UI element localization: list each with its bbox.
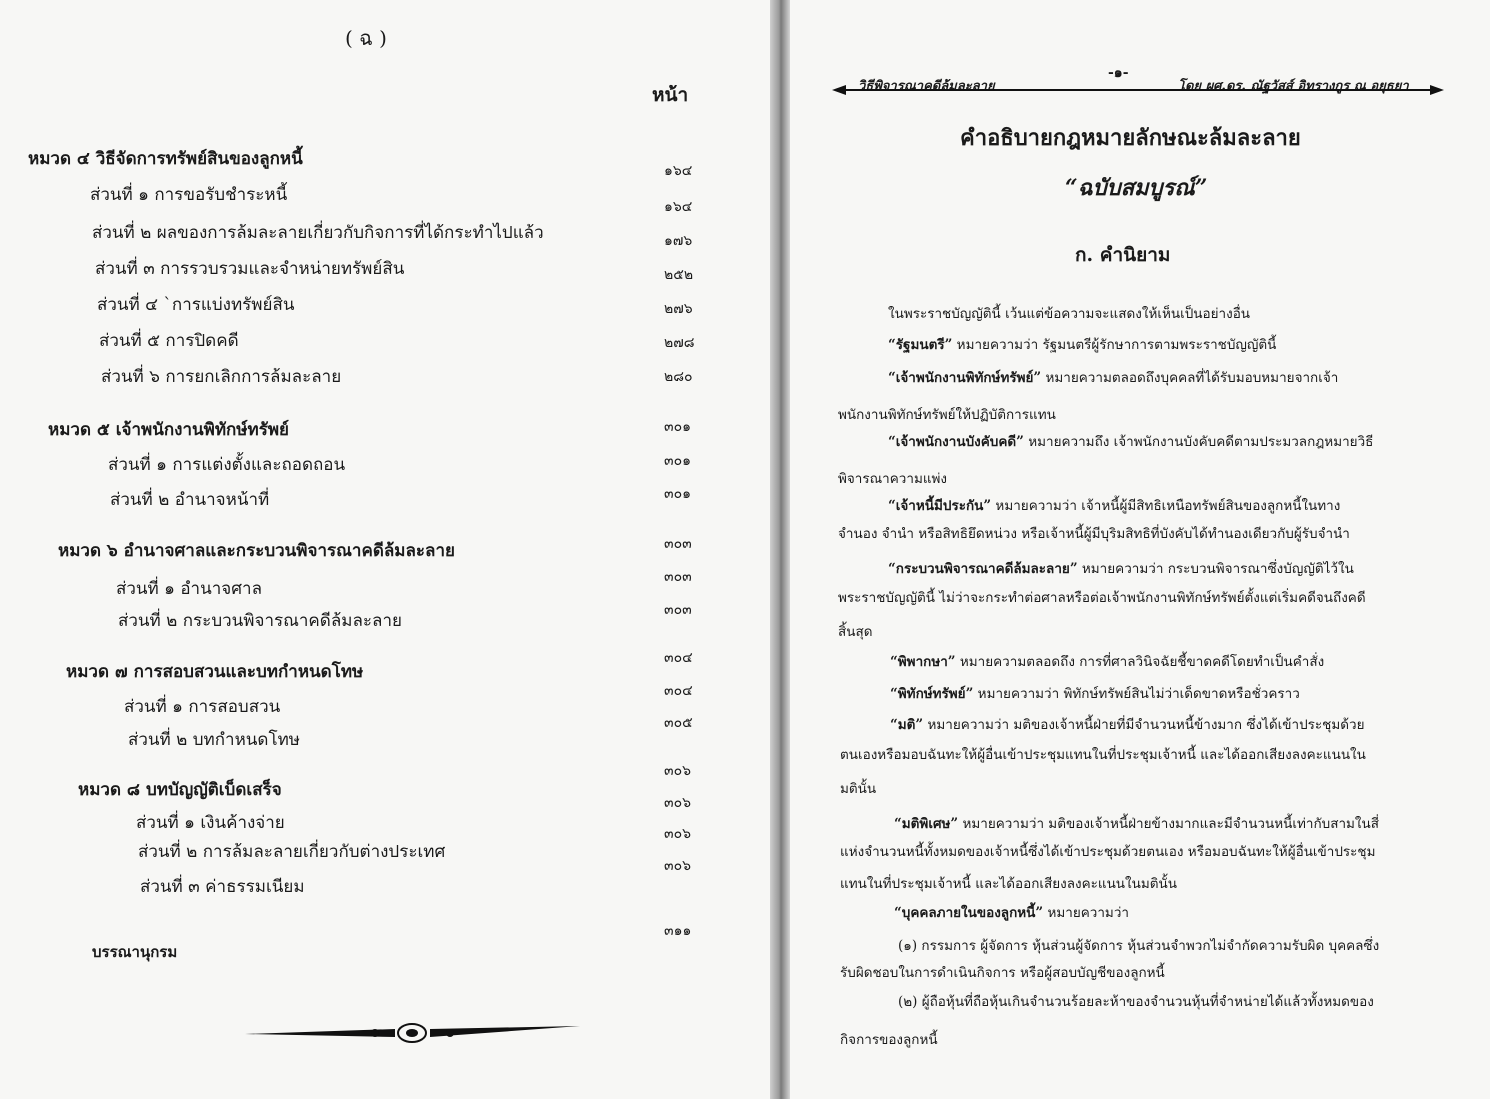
- body-line: มตินั้น: [840, 781, 877, 797]
- toc-page: ๓๐๖: [664, 858, 692, 874]
- defined-term: “มติ”: [890, 717, 924, 733]
- page-column-label: หน้า: [652, 84, 689, 106]
- toc-page: ๑๗๖: [664, 233, 693, 249]
- toc-page: ๓๐๖: [664, 826, 692, 842]
- toc-page: ๓๐๖: [664, 763, 692, 779]
- document-subtitle: “ฉบับสมบูรณ์”: [1065, 175, 1208, 201]
- running-header-right: โดย ผศ.ดร. ณัฐวัสส์ อิทรางกูร ณ อยุธยา: [1178, 79, 1409, 94]
- body-line: แห่งจำนวนหนี้ทั้งหมดของเจ้าหนี้ซึ่งได้เข้าประชุมด้วยตนเอง หรือมอบฉันทะให้ผู้อื่นเข้าประชุม: [840, 844, 1376, 860]
- body-line: แทนในที่ประชุมเจ้าหนี้ และได้ออกเสียงลงคะแนนในมตินั้น: [840, 876, 1177, 892]
- toc-entry: ส่วนที่ ๑ เงินค้างจ่าย: [136, 813, 285, 833]
- body-line: พนักงานพิทักษ์ทรัพย์ให้ปฏิบัติการแทน: [838, 407, 1056, 423]
- page-number: ( ฉ ): [345, 26, 387, 50]
- toc-page: ๒๗๖: [664, 301, 693, 317]
- defined-term: “มติพิเศษ”: [894, 816, 959, 832]
- toc-page: ๓๐๓: [664, 602, 692, 618]
- body-line: ตนเองหรือมอบฉันทะให้ผู้อื่นเข้าประชุมแทนในที่ประชุมเจ้าหนี้ และได้ออกเสียงลงคะแนนใน: [840, 747, 1366, 763]
- toc-entry: ส่วนที่ ๒ การล้มละลายเกี่ยวกับต่างประเทศ: [138, 842, 446, 862]
- toc-entry: ส่วนที่ ๓ การรวบรวมและจำหน่ายทรัพย์สิน: [95, 259, 405, 279]
- toc-entry: ส่วนที่ ๖ การยกเลิกการล้มละลาย: [101, 367, 342, 387]
- chapter-8-title: หมวด ๘ บทบัญญัติเบ็ดเสร็จ: [78, 780, 282, 800]
- toc-page: ๒๗๘: [664, 335, 695, 351]
- book-gutter: [770, 0, 790, 1099]
- toc-entry: ส่วนที่ ๑ การแต่งตั้งและถอดถอน: [108, 455, 346, 475]
- chapter-4-title: หมวด ๔ วิธีจัดการทรัพย์สินของลูกหนี้: [28, 149, 303, 169]
- body-line: พระราชบัญญัตินี้ ไม่ว่าจะกระทำต่อศาลหรือต่อเจ้าพนักงานพิทักษ์ทรัพย์ตั้งแต่เริ่มคดีจนถึงคดี: [838, 590, 1366, 606]
- toc-entry: ส่วนที่ ๒ กระบวนพิจารณาคดีล้มละลาย: [118, 611, 402, 631]
- toc-page: ๓๐๕: [664, 715, 693, 731]
- toc-page: ๓๐๔: [664, 683, 693, 699]
- toc-page: ๒๘๐: [664, 369, 693, 385]
- body-line: “เจ้าพนักงานพิทักษ์ทรัพย์” หมายความตลอดถึงบุคคลที่ได้รับมอบหมายจากเจ้า: [888, 370, 1339, 386]
- section-heading: ก. คำนิยาม: [1075, 244, 1171, 266]
- right-page: [790, 0, 1490, 1099]
- defined-term: “กระบวนพิจารณาคดีล้มละลาย”: [888, 561, 1078, 577]
- body-line: “พิทักษ์ทรัพย์” หมายความว่า พิทักษ์ทรัพย์สินไม่ว่าเด็ดขาดหรือชั่วคราว: [890, 686, 1300, 702]
- toc-page: ๑๖๔: [664, 163, 693, 179]
- page-number: -๑-: [1108, 65, 1129, 81]
- toc-entry: ส่วนที่ ๓ ค่าธรรมเนียม: [140, 877, 305, 897]
- body-line: “เจ้าพนักงานบังคับคดี” หมายความถึง เจ้าพนักงานบังคับคดีตามประมวลกฎหมายวิธี: [888, 434, 1374, 450]
- defined-term: “เจ้าหนี้มีประกัน”: [888, 498, 992, 514]
- body-line: “เจ้าหนี้มีประกัน” หมายความว่า เจ้าหนี้ผู้มีสิทธิเหนือทรัพย์สินของลูกหนี้ในทาง: [888, 498, 1341, 514]
- body-line: กิจการของลูกหนี้: [840, 1032, 938, 1048]
- toc-entry: ส่วนที่ ๑ การสอบสวน: [124, 697, 281, 717]
- header-arrow-rule: [832, 82, 1444, 98]
- defined-term: “พิพากษา”: [890, 654, 956, 670]
- toc-page: ๓๐๖: [664, 795, 692, 811]
- body-line: รับผิดชอบในการดำเนินกิจการ หรือผู้สอบบัญชีของลูกหนี้: [840, 965, 1165, 981]
- body-line: พิจารณาความแพ่ง: [838, 471, 948, 487]
- toc-entry: ส่วนที่ ๕ การปิดคดี: [99, 331, 239, 351]
- toc-page: ๓๐๑: [664, 486, 692, 502]
- toc-page: ๓๐๑: [664, 419, 692, 435]
- chapter-6-title: หมวด ๖ อำนาจศาลและกระบวนพิจารณาคดีล้มละลาย: [58, 541, 455, 561]
- defined-term: “เจ้าพนักงานบังคับคดี”: [888, 434, 1024, 450]
- toc-page: ๓๐๓: [664, 536, 692, 552]
- defined-term: “พิทักษ์ทรัพย์”: [890, 686, 974, 702]
- body-line: จำนอง จำนำ หรือสิทธิยึดหน่วง หรือเจ้าหนี้ผู้มีบุริมสิทธิที่บังคับได้ทำนองเดียวกับผู้รับจำนำ: [838, 526, 1350, 542]
- body-line: (๒) ผู้ถือหุ้นที่ถือหุ้นเกินจำนวนร้อยละห้าของจำนวนหุ้นที่จำหน่ายได้แล้วทั้งหมดของ: [898, 994, 1374, 1010]
- body-line: ในพระราชบัญญัตินี้ เว้นแต่ข้อความจะแสดงให้เห็นเป็นอย่างอื่น: [888, 306, 1251, 322]
- toc-entry: ส่วนที่ ๔ `การแบ่งทรัพย์สิน: [97, 295, 295, 315]
- body-line: “รัฐมนตรี” หมายความว่า รัฐมนตรีผู้รักษาการตามพระราชบัญญัตินี้: [888, 337, 1277, 353]
- toc-entry: ส่วนที่ ๒ อำนาจหน้าที่: [110, 490, 270, 510]
- body-line: “มติพิเศษ” หมายความว่า มติของเจ้าหนี้ฝ่ายข้างมากและมีจำนวนหนี้เท่ากับสามในสี่: [894, 816, 1379, 832]
- body-line: “พิพากษา” หมายความตลอดถึง การที่ศาลวินิจฉัยชี้ขาดคดีโดยทำเป็นคำสั่ง: [890, 654, 1325, 670]
- ornament-divider: [245, 1018, 580, 1046]
- defined-term: “รัฐมนตรี”: [888, 337, 953, 353]
- toc-page: ๓๐๑: [664, 453, 692, 469]
- body-line: (๑) กรรมการ ผู้จัดการ หุ้นส่วนผู้จัดการ หุ้นส่วนจำพวกไม่จำกัดความรับผิด บุคคลซึ่ง: [898, 938, 1380, 954]
- document-title: คำอธิบายกฎหมายลักษณะล้มละลาย: [960, 125, 1301, 151]
- index-page: ๓๑๑: [664, 923, 692, 939]
- toc-entry: ส่วนที่ ๑ อำนาจศาล: [116, 579, 262, 599]
- chapter-5-title: หมวด ๕ เจ้าพนักงานพิทักษ์ทรัพย์: [48, 420, 290, 440]
- toc-entry: ส่วนที่ ๒ ผลของการล้มละลายเกี่ยวกับกิจการที่ได้กระทำไปแล้ว: [92, 223, 544, 243]
- body-line: “กระบวนพิจารณาคดีล้มละลาย” หมายความว่า กระบวนพิจารณาซึ่งบัญญัติไว้ใน: [888, 561, 1354, 577]
- index-label: บรรณานุกรม: [92, 943, 178, 961]
- toc-page: ๓๐๔: [664, 650, 693, 666]
- body-line: สิ้นสุด: [838, 624, 873, 640]
- toc-page: ๓๐๓: [664, 569, 692, 585]
- toc-entry: ส่วนที่ ๒ บทกำหนดโทษ: [128, 730, 301, 750]
- defined-term: “บุคคลภายในของลูกหนี้”: [894, 905, 1044, 921]
- body-line: “บุคคลภายในของลูกหนี้” หมายความว่า: [894, 905, 1129, 921]
- toc-page: ๒๕๒: [664, 267, 694, 283]
- body-line: “มติ” หมายความว่า มติของเจ้าหนี้ฝ่ายที่มีจำนวนหนี้ข้างมาก ซึ่งได้เข้าประชุมด้วย: [890, 717, 1365, 733]
- toc-page: ๑๖๔: [664, 199, 693, 215]
- chapter-7-title: หมวด ๗ การสอบสวนและบทกำหนดโทษ: [66, 662, 364, 682]
- defined-term: “เจ้าพนักงานพิทักษ์ทรัพย์”: [888, 370, 1042, 386]
- running-header-left: วิธีพิจารณาคดีล้มละลาย: [858, 79, 995, 94]
- toc-entry: ส่วนที่ ๑ การขอรับชำระหนี้: [90, 185, 288, 205]
